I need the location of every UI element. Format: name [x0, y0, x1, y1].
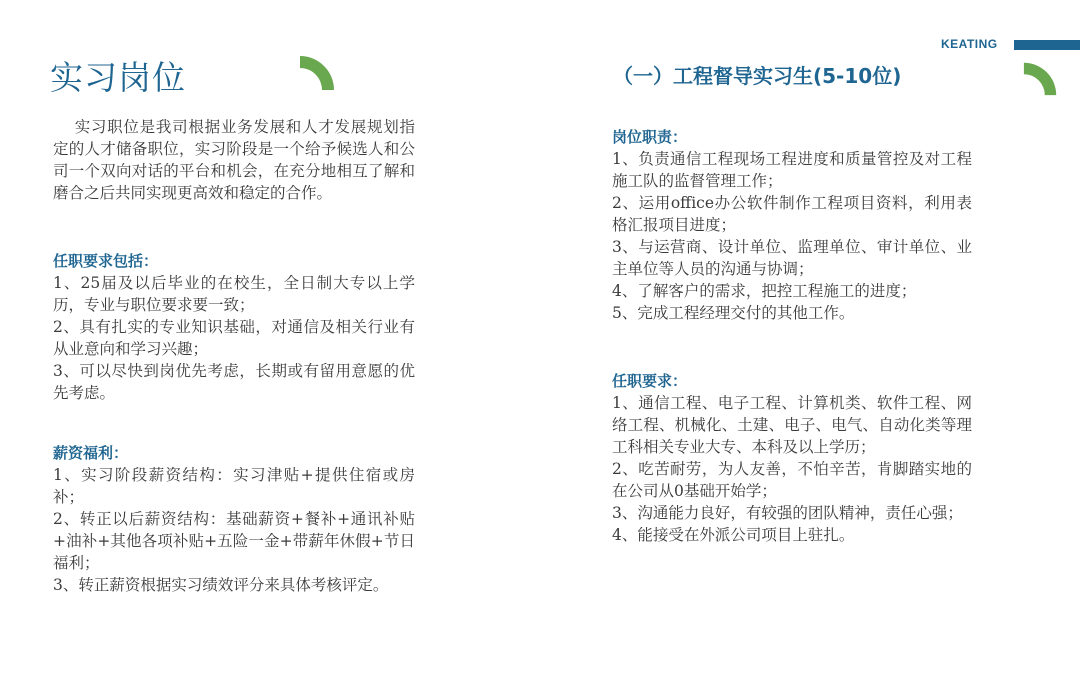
job-requirement-item: 2、吃苦耐劳，为人友善，不怕辛苦，肯脚踏实地的在公司从0基础开始学； — [612, 460, 972, 500]
benefit-item: 3、转正薪资根据实习绩效评分来具体考核评定。 — [53, 576, 389, 594]
benefit-item: 1、实习阶段薪资结构：实习津贴+提供住宿或房补； — [53, 466, 415, 506]
requirement-item: 2、具有扎实的专业知识基础，对通信及相关行业有从业意向和学习兴趣； — [53, 318, 415, 358]
requirements-section — [53, 250, 415, 404]
requirements-heading: 任职要求包括： — [53, 252, 159, 270]
duties-section — [612, 126, 972, 324]
page-title: 实习岗位 — [50, 58, 186, 97]
job-requirement-item: 1、通信工程、电子工程、计算机类、软件工程、网络工程、机械化、土建、电子、电气、自动化类等理工科相关专业大专、本科及以上学历； — [612, 394, 972, 456]
duty-item: 5、完成工程经理交付的其他工作。 — [612, 304, 855, 322]
job-requirements-section — [612, 370, 972, 546]
right-column — [612, 126, 972, 546]
duty-item: 1、负责通信工程现场工程进度和质量管控及对工程施工队的监督管理工作； — [612, 150, 972, 190]
requirement-item: 3、可以尽快到岗优先考虑，长期或有留用意愿的优先考虑。 — [53, 362, 415, 402]
duty-item: 3、与运营商、设计单位、监理单位、审计单位、业主单位等人员的沟通与协调； — [612, 238, 972, 278]
company-logo: KEATING — [941, 37, 998, 51]
arc-decoration-left — [298, 52, 338, 92]
job-requirements-heading: 任职要求： — [612, 372, 688, 390]
arc-decoration-right — [1022, 59, 1060, 97]
benefit-item: 2、转正以后薪资结构：基础薪资+餐补+通讯补贴+油补+其他各项补贴+五险一金+带薪年休假+节日福利； — [53, 510, 415, 572]
duty-item: 2、运用office办公软件制作工程项目资料，利用表格汇报项目进度； — [612, 194, 972, 234]
benefits-heading: 薪资福利： — [53, 444, 129, 462]
duties-heading: 岗位职责： — [612, 128, 688, 146]
benefits-section — [53, 442, 415, 596]
position-title: （一）工程督导实习生(5-10位) — [613, 64, 902, 88]
job-requirement-item: 3、沟通能力良好，有较强的团队精神，责任心强； — [612, 504, 963, 522]
left-column — [53, 116, 415, 596]
job-requirement-item: 4、能接受在外派公司项目上驻扎。 — [612, 526, 855, 544]
logo-bar — [1014, 40, 1080, 50]
requirement-item: 1、25届及以后毕业的在校生，全日制大专以上学历，专业与职位要求要一致； — [53, 274, 415, 314]
duty-item: 4、了解客户的需求，把控工程施工的进度； — [612, 282, 917, 300]
intro-paragraph: 实习职位是我司根据业务发展和人才发展规划指定的人才储备职位，实习阶段是一个给予候选人和公司一个双向对话的平台和机会，在充分地相互了解和磨合之后共同实现更高效和稳定的合作。 — [53, 118, 415, 202]
